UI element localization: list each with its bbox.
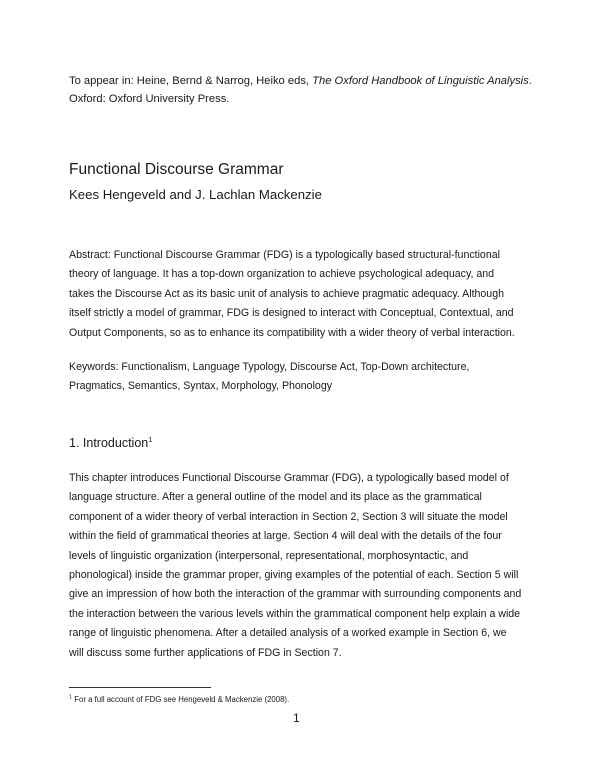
keywords-paragraph [69, 358, 539, 397]
paper-title: Functional Discourse Grammar [69, 161, 284, 178]
footnote-reference[interactable]: 1 [148, 434, 153, 444]
citation-prefix: To appear in: Heine, Bernd & Narrog, Heiko eds, [69, 75, 313, 87]
footnote [69, 694, 539, 705]
abstract-line: takes the Discourse Act as its basic unit of analysis to achieve pragmatic adequacy. Although [69, 287, 504, 300]
publication-citation-line [69, 72, 549, 90]
footnote-text: For a full account of FDG see Hengeveld & Mackenzie (2008). [72, 695, 290, 704]
intro-line: within the field of grammatical theories at large. Section 4 will deal with the details of the four [69, 530, 502, 543]
intro-line: range of linguistic phenomena. After a detailed analysis of a worked example in Section 6, we [69, 627, 507, 640]
footnote-mark: 1 [69, 694, 73, 701]
section-heading-text: 1. Introduction [69, 436, 149, 450]
abstract-paragraph [69, 246, 539, 343]
publisher-line: Oxford: Oxford University Press. [69, 93, 230, 105]
intro-line: phonological) inside the grammar proper, giving examples of the potential of each. Section 5 will [69, 569, 519, 582]
section-heading [69, 434, 152, 452]
intro-line: language structure. After a general outline of the model and its place as the grammatical [69, 491, 482, 504]
intro-line: the interaction between the various levels within the grammatical component help explain a wide [69, 607, 521, 620]
intro-line: give an impression of how both the interaction of the grammar with surrounding components and [69, 588, 522, 601]
introduction-paragraph [69, 469, 539, 663]
publication-info [69, 72, 549, 108]
citation-suffix: . [528, 75, 532, 87]
intro-line: component of a wider theory of verbal interaction in Section 2, Section 3 will situate the model [69, 510, 508, 523]
footnote-divider [69, 687, 211, 688]
keywords-line: Keywords: Functionalism, Language Typology, Discourse Act, Top-Down architecture, [69, 361, 470, 373]
abstract-line: itself strictly a model of grammar, FDG is designed to interact with Conceptual, Contextual, and [69, 307, 514, 320]
abstract-line: theory of language. It has a top-down organization to achieve psychological adequacy, and [69, 268, 495, 281]
paper-authors: Kees Hengeveld and J. Lachlan Mackenzie [69, 187, 322, 202]
book-title: The Oxford Handbook of Linguistic Analysis [312, 75, 529, 87]
intro-line: will discuss some further applications of FDG in Section 7. [69, 646, 342, 659]
intro-line: levels of linguistic organization (interpersonal, representational, morphosyntactic, and [69, 549, 469, 562]
keywords-line: Pragmatics, Semantics, Syntax, Morphology, Phonology [69, 380, 333, 393]
page-number: 1 [293, 711, 300, 725]
abstract-line: Output Components, so as to enhance its compatibility with a wider theory of verbal interaction. [69, 326, 515, 339]
intro-line: This chapter introduces Functional Discourse Grammar (FDG), a typologically based model of [69, 472, 509, 484]
abstract-line: Abstract: Functional Discourse Grammar (FDG) is a typologically based structural-functional [69, 249, 500, 261]
